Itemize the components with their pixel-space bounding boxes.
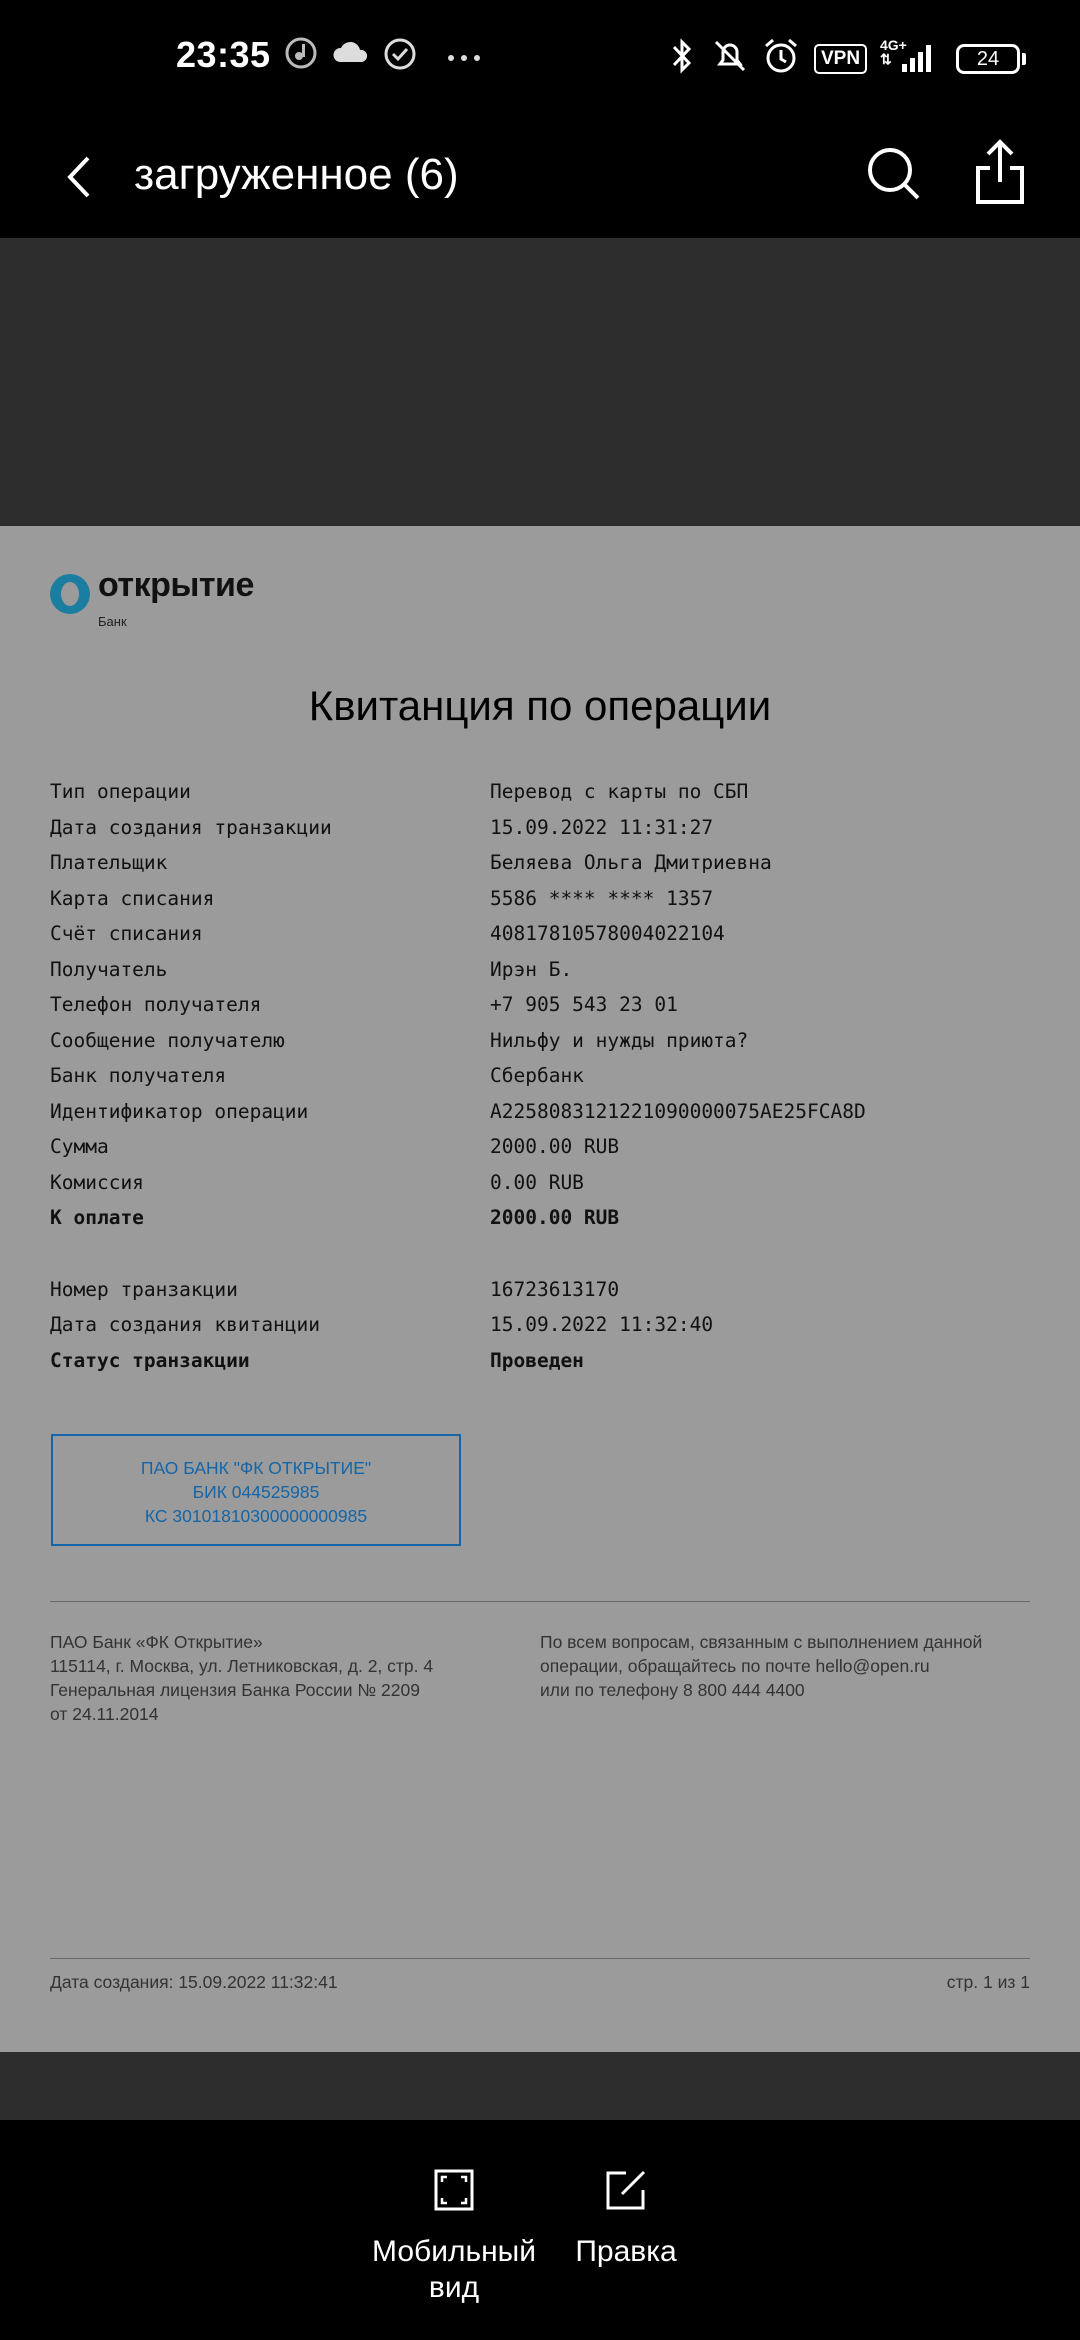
mobile-view-icon: [433, 2168, 475, 2212]
network-indicator: 4G+ ⇅: [880, 37, 907, 67]
mobile-view-button[interactable]: Мобильный вид: [366, 2168, 542, 2306]
bank-stamp-box: ПАО БАНК "ФК ОТКРЫТИЕ" БИК 044525985 КС 30101810300000000985: [51, 1434, 461, 1546]
battery-icon: 24: [956, 44, 1020, 74]
more-dots-icon: [446, 36, 482, 72]
cloud-icon: [332, 36, 370, 70]
vpn-badge: VPN: [814, 44, 867, 74]
field-row: Дата создания транзакции 15.09.2022 11:31:27: [50, 815, 714, 839]
search-icon[interactable]: [860, 138, 930, 208]
footer-bank-info: ПАО Банк «ФК Открытие» 115114, г. Москва, ул. Летниковская, д. 2, стр. 4 Генеральная лицензия Банка России № 2209 от 24.11.2014: [50, 1632, 434, 1724]
field-row: Банк получателя Сбербанк: [50, 1064, 584, 1087]
status-bar: [0, 0, 1080, 118]
field-row: Счёт списания 40817810578004022104: [50, 922, 725, 945]
receipt-fields: [50, 774, 1030, 1378]
document-page: открытие Банк Квитанция по операции Тип операции Перевод с карты по СБП Дата создания транзакции 15.09.2022 11:31:27 Плательщик Беляева Ольга Дмитриевна Карта списания 5586 **** **** 1357 Счёт списания 40817810578004022104 Получатель Ирэн Б. Телефон получателя +7 905 543 23 01 Сообщение получателю Нильфу и нужды приюта? Банк получателя Сбербанк Идентификатор операции A2258083121221090000075AE25FCA8D Сумма 2000.00 RUB Комиссия 0.00 RUB К оплате 2000.00 RUB Номер транзакции 16723613170 Дата создания квитанции 15.09.2022 11:32:40 Статус транзакции Проведен ПАО БАНК "ФК ОТКРЫТИЕ" БИК 044525985 КС 30101810300000000985 ПАО Банк «ФК Открытие» 115114, г. Москва, ул. Летниковская, д. 2, стр. 4 Генеральная лицензия Банка России № 2209 от 24.11.2014 По всем вопросам, связанным с выполнением данной операции, обращайтесь по почте hello@open.ru или по телефону 8 800 444 4400 Дата создания: 15.09.2022 11:32:41 стр. 1 из 1: [0, 526, 1080, 2052]
field-row: Тип операции Перевод с карты по СБП: [50, 780, 749, 803]
field-row: Комиссия 0.00 RUB: [50, 1170, 584, 1194]
footer-divider: [50, 1601, 1030, 1602]
status-time: 23:35: [176, 34, 271, 75]
footer-contact-info: По всем вопросам, связанным с выполнением данной операции, обращайтесь по почте hello@open.ru или по телефону 8 800 444 4400: [540, 1632, 983, 1700]
field-row: Идентификатор операции A2258083121221090000075AE25FCA8D: [50, 1099, 866, 1123]
field-row: Дата создания квитанции 15.09.2022 11:32:40: [50, 1313, 714, 1336]
logo-icon: [50, 574, 90, 614]
bottom-divider: [50, 1958, 1030, 1959]
alarm-icon: [762, 36, 800, 76]
field-row: Сумма 2000.00 RUB: [50, 1135, 620, 1158]
app-bar: [0, 118, 1080, 238]
share-icon[interactable]: [968, 136, 1032, 210]
music-icon: [284, 36, 318, 70]
check-circle-icon: [382, 36, 418, 72]
page-title: загруженное (6): [134, 150, 459, 199]
field-row: Номер транзакции 16723613170: [50, 1277, 620, 1301]
field-row-total: К оплате 2000.00 RUB: [50, 1206, 620, 1229]
signal-icon: [902, 42, 938, 74]
field-row: Получатель Ирэн Б.: [50, 957, 573, 981]
bluetooth-icon: [668, 36, 696, 76]
field-row: Телефон получателя +7 905 543 23 01: [50, 993, 678, 1016]
back-arrow-icon[interactable]: [58, 142, 108, 212]
battery-tip: [1022, 53, 1026, 65]
field-row-status: Статус транзакции Проведен: [50, 1348, 584, 1372]
mute-icon: [710, 36, 750, 76]
receipt-title: Квитанция по операции: [308, 682, 772, 729]
spacer: [50, 1236, 1030, 1272]
bottom-toolbar: [0, 2120, 1080, 2340]
page-number: стр. 1 из 1: [946, 1972, 1030, 1992]
field-row: Плательщик Беляева Ольга Дмитриевна: [50, 851, 772, 874]
field-row: Сообщение получателю Нильфу и нужды приюта?: [50, 1028, 749, 1052]
edit-button[interactable]: Правка: [566, 2168, 686, 2270]
creation-date: Дата создания: 15.09.2022 11:32:41: [50, 1972, 338, 1992]
field-row: Карта списания 5586 **** **** 1357: [50, 886, 714, 910]
edit-icon: [604, 2168, 648, 2212]
